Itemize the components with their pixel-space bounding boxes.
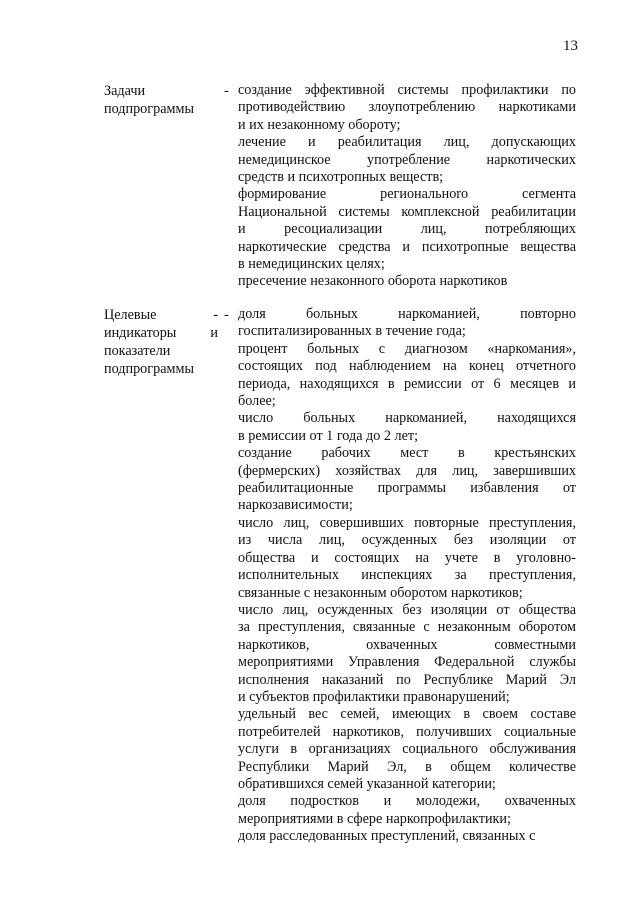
text-line: средств и психотропных веществ; (238, 169, 444, 186)
list-item (238, 602, 576, 706)
page-number: 13 (563, 38, 578, 54)
text-line: услуги в организациях социального обслуживания (238, 741, 576, 758)
tasks-section (104, 82, 576, 292)
indicators-label-line: подпрограммы (104, 361, 194, 377)
text-line: Республики Марий Эл, в общем количестве (238, 758, 576, 775)
text-line: из числа лиц, осужденных без изоляции от (238, 532, 576, 549)
text-line: реабилитационные программы избавления от (238, 480, 576, 497)
text-line: за преступления, связанные с незаконным оборотом (238, 619, 576, 636)
text-line: связанные с незаконным оборотом наркотиков; (238, 584, 523, 601)
indicators-label-word: Целевые (104, 307, 157, 323)
list-item (238, 515, 576, 602)
text-line: более; (238, 393, 276, 410)
text-line: наркотиков, охваченных совместными (238, 636, 576, 653)
tasks-label (104, 82, 222, 118)
indicators-label-line (104, 324, 218, 342)
text-line: мероприятиями Управления Федеральной службы (238, 654, 576, 671)
text-line: Национальной системы комплексной реабилитации (238, 203, 576, 220)
tasks-label-line: подпрограммы (104, 101, 194, 117)
text-line: наркозависимости; (238, 497, 353, 514)
text-line: и их незаконному обороту; (238, 116, 401, 133)
list-item (238, 828, 576, 845)
indicators-dash: - (224, 307, 229, 323)
text-line: противодействию злоупотреблению наркотиками (238, 99, 576, 116)
list-item (238, 706, 576, 793)
text-line: число лиц, осужденных без изоляции от общества (238, 601, 576, 618)
text-line: общества и состоящих на учете в уголовно- (238, 549, 576, 566)
tasks-label-line: Задачи (104, 83, 146, 99)
indicators-label-line (104, 306, 218, 324)
text-line: исполнительных инспекциях за преступления, (238, 567, 576, 584)
text-line: лечение и реабилитация лиц, допускающих (238, 134, 576, 151)
list-item (238, 82, 576, 134)
text-line: формирование региональноro сегмента (238, 186, 576, 203)
list-item (238, 410, 576, 445)
indicators-section (104, 306, 576, 866)
text-line: состоящих под наблюдением на конец отчетного (238, 358, 576, 375)
text-line: немедицинское употребление наркотических (238, 151, 576, 168)
text-line: пресечение незаконного оборота наркотиков (238, 273, 508, 290)
text-line: в ремиссии от 1 года до 2 лет; (238, 427, 419, 444)
text-line: мероприятиями в сфере наркопрофилактики; (238, 810, 511, 827)
list-item (238, 445, 576, 515)
text-line: удельный вес семей, имеющих в своем составе (238, 706, 576, 723)
text-line: госпитализированных в течение года; (238, 323, 466, 340)
indicators-label-word: - (213, 307, 218, 323)
list-item (238, 306, 576, 341)
list-item (238, 341, 576, 411)
text-line: и субъектов профилактики правонарушений; (238, 688, 510, 705)
text-line: создание эффективной системы профилактики по (238, 82, 576, 98)
text-line: периода, находящихся в ремиссии от 6 месяцев и (238, 375, 576, 392)
text-line: создание рабочих мест в крестьянских (238, 445, 576, 462)
text-line: в немедицинских целях; (238, 256, 385, 273)
list-item (238, 134, 576, 186)
indicators-label (104, 306, 222, 378)
list-item (238, 273, 576, 290)
indicators-content (238, 306, 576, 846)
list-item (238, 186, 576, 273)
text-line: исполнения наказаний по Республике Марий Эл (238, 671, 576, 688)
tasks-content (238, 82, 576, 291)
text-line: число лиц, совершивших повторные преступления, (238, 514, 576, 531)
indicators-label-line: показатели (104, 343, 171, 359)
text-line: число больных наркоманией, находящихся (238, 410, 576, 427)
text-line: доля расследованных преступлений, связанных с (238, 828, 536, 845)
text-line: доля подростков и молодежи, охваченных (238, 793, 576, 810)
text-line: потребителей наркотиков, получивших социальные (238, 723, 576, 740)
text-line: процент больных с диагнозом «наркомания», (238, 340, 576, 357)
text-line: и ресоциализации лиц, потребляющих (238, 221, 576, 238)
list-item (238, 793, 576, 828)
indicators-label-word: и (210, 325, 218, 341)
text-line: обратившихся семей указанной категории; (238, 775, 496, 792)
text-line: доля больных наркоманией, повторно (238, 306, 576, 322)
indicators-label-word: индикаторы (104, 325, 177, 341)
tasks-dash: - (224, 83, 229, 99)
text-line: (фермерских) хозяйствах для лиц, завершивших (238, 462, 576, 479)
text-line: наркотические средства и психотропные вещества (238, 238, 576, 255)
